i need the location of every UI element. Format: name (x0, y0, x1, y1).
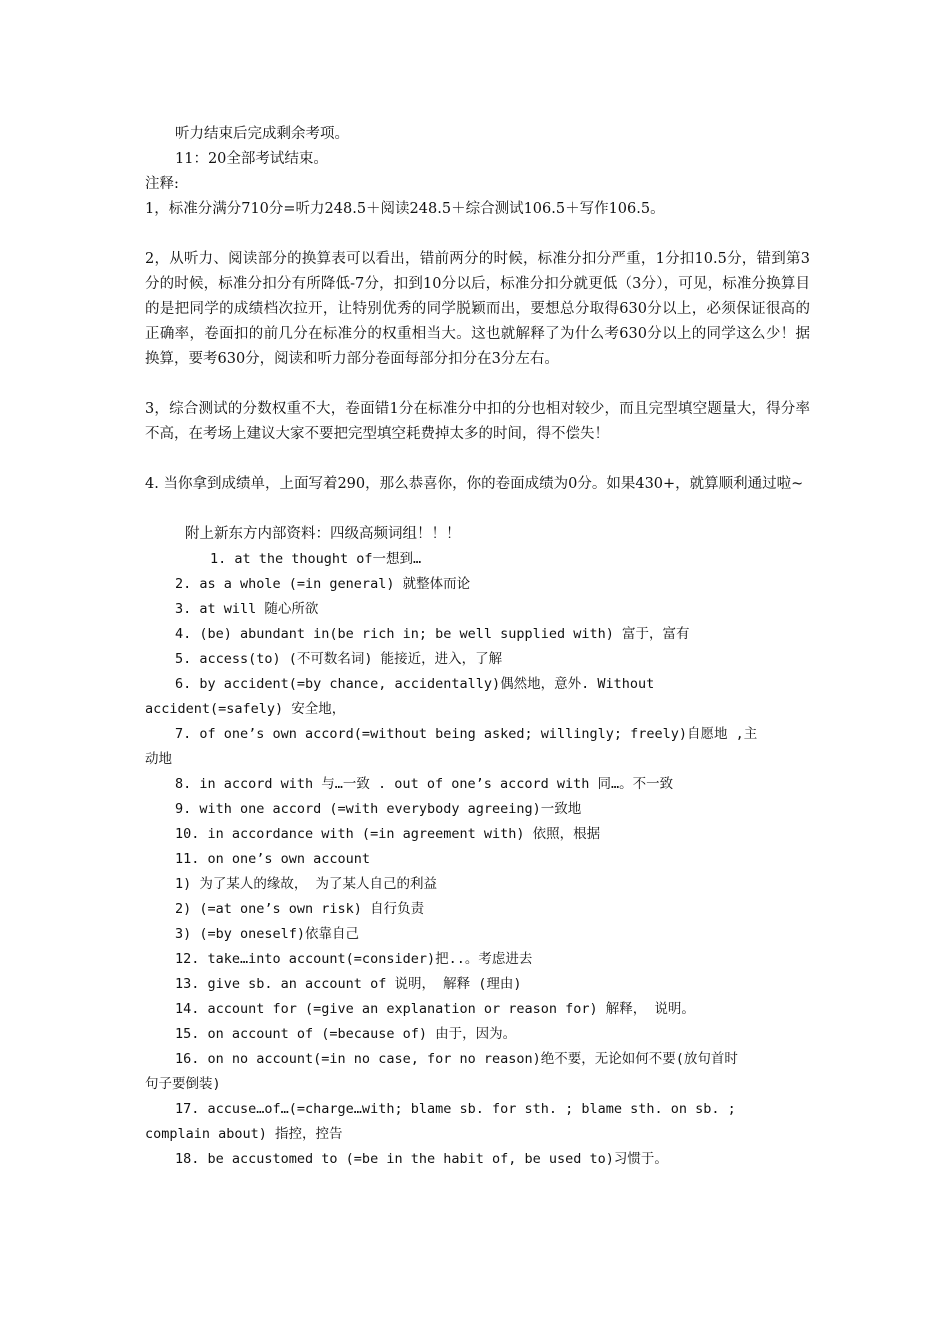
note-paragraph-1: 1，标准分满分710分=听力248.5＋阅读248.5＋综合测试106.5＋写作106.5。 (145, 201, 665, 217)
vocab-subitem: 3) (=by oneself)依靠自己 (175, 926, 360, 942)
vocab-item: 1. at the thought of一想到… (210, 551, 422, 567)
vocab-item: 10. in accordance with (=in agreement with) 依照，根据 (175, 826, 601, 842)
vocab-subitem: 1) 为了某人的缘故， 为了某人自己的利益 (175, 876, 438, 892)
intro-line-2: 11：20全部考试结束。 (175, 151, 328, 167)
intro-line-1: 听力结束后完成剩余考项。 (175, 126, 349, 142)
vocab-item: 7. of one’s own accord(=without being asked; willingly; freely)自愿地 ,主 (175, 726, 758, 742)
vocab-item: 3. at will 随心所欲 (175, 601, 319, 617)
vocab-item-continuation: accident(=safely) 安全地， (145, 701, 346, 717)
note-paragraph-4: 4. 当你拿到成绩单，上面写着290，那么恭喜你，你的卷面成绩为0分。如果430+，就算顺利通过啦~ (145, 476, 804, 492)
vocab-item: 6. by accident(=by chance, accidentally)偶然地，意外. Without (175, 676, 655, 692)
document-page (145, 122, 810, 1172)
vocab-item: 12. take…into account(=consider)把..。考虑进去 (175, 951, 533, 967)
vocab-item: 11. on one’s own account (175, 851, 371, 867)
vocab-item: 18. be accustomed to (=be in the habit of, be used to)习惯于。 (175, 1151, 668, 1167)
vocab-item: 5. access(to) (不可数名词) 能接近，进入，了解 (175, 651, 503, 667)
vocab-item: 4. (be) abundant in(be rich in; be well supplied with) 富于，富有 (175, 626, 690, 642)
vocab-item-continuation: complain about) 指控，控告 (145, 1126, 343, 1142)
vocab-item: 8. in accord with 与…一致 . out of one’s accord with 同…。不一致 (175, 776, 674, 792)
notes-heading: 注释: (145, 176, 179, 192)
vocab-item: 17. accuse…of…(=charge…with; blame sb. for sth. ; blame sth. on sb. ; (175, 1101, 736, 1117)
vocab-item: 9. with one accord (=with everybody agreeing)一致地 (175, 801, 582, 817)
note-paragraph-2: 2，从听力、阅读部分的换算表可以看出，错前两分的时候，标准分扣分严重，1分扣10.5分，错到第3分的时候，标准分扣分有所降低-7分，扣到10分以后，标准分扣分就更低（3分），可见，标准分换算目的是把同学的成绩档次拉开，让特别优秀的同学脱颖而出，要想总分取得630分以上，必须保证很高的正确率，卷面扣的前几分在标准分的权重相当大。这也就解释了为什么考630分以上的同学这么少！据换算，要考630分，阅读和听力部分卷面每部分扣分在3分左右。 (145, 251, 810, 367)
vocab-item: 16. on no account(=in no case, for no reason)绝不要，无论如何不要(放句首时 (175, 1051, 738, 1067)
vocab-item: 13. give sb. an account of 说明， 解释 (理由) (175, 976, 522, 992)
vocab-item: 14. account for (=give an explanation or reason for) 解释， 说明。 (175, 1001, 695, 1017)
vocab-title: 附上新东方内部资料：四级高频词组！！！ (185, 526, 461, 542)
vocab-item-continuation: 句子要倒装) (145, 1076, 221, 1092)
vocab-item: 2. as a whole (=in general) 就整体而论 (175, 576, 471, 592)
vocab-item: 15. on account of (=because of) 由于，因为。 (175, 1026, 517, 1042)
vocab-item-continuation: 动地 (145, 751, 172, 767)
vocab-subitem: 2) (=at one’s own risk) 自行负责 (175, 901, 425, 917)
note-paragraph-3: 3，综合测试的分数权重不大，卷面错1分在标准分中扣的分也相对较少，而且完型填空题量大，得分率不高，在考场上建议大家不要把完型填空耗费掉太多的时间，得不偿失！ (145, 401, 810, 442)
